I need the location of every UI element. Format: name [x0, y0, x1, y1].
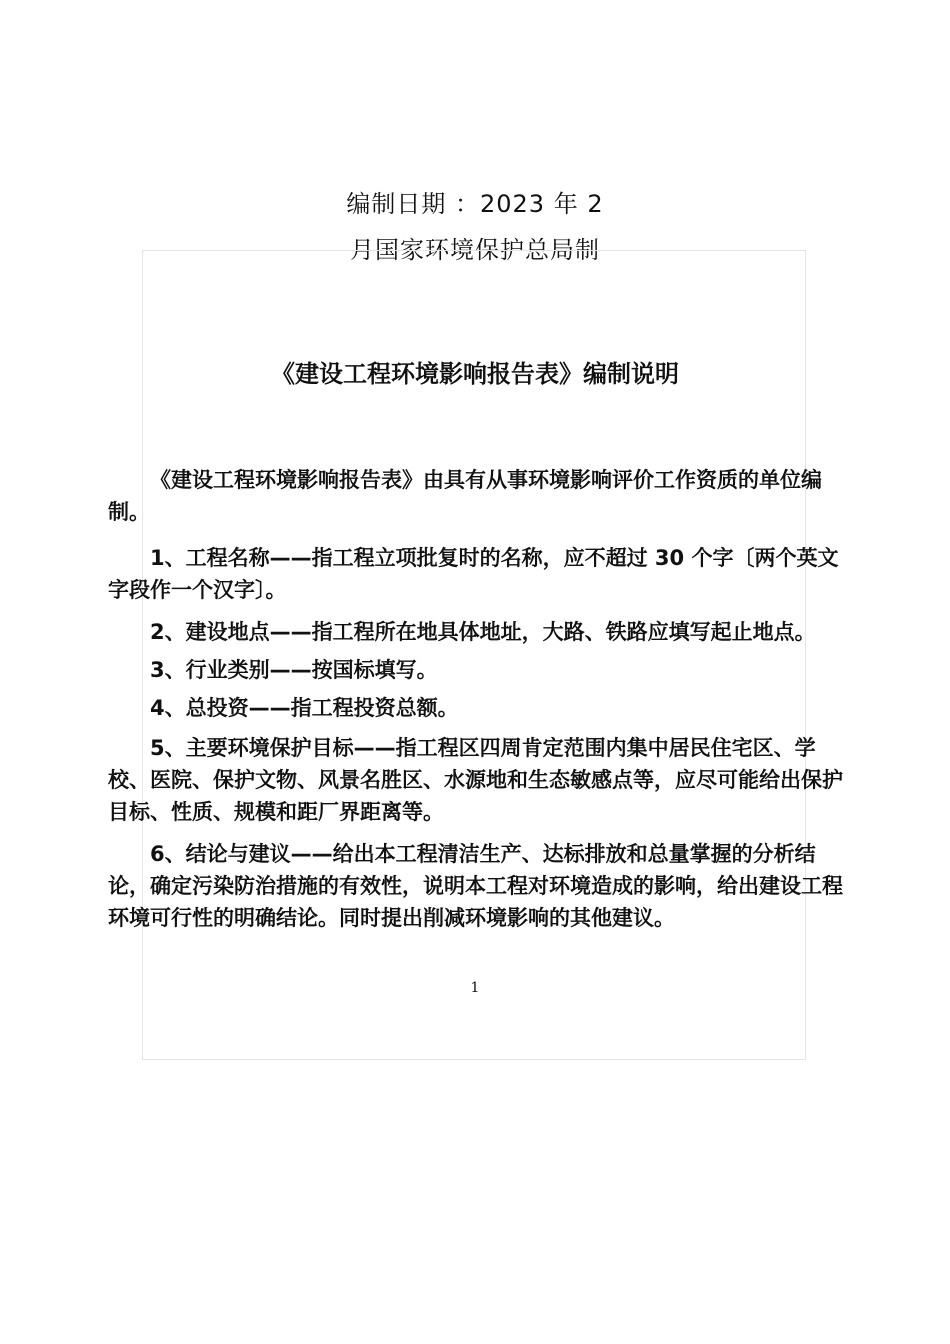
item-protection-targets: 5、主要环境保护目标——指工程区四周肯定范围内集中居民住宅区、学校、医院、保护文物、风景名胜区、水源地和生态敏感点等，应尽可能给出保护目标、性质、规模和距厂界距离等。	[108, 736, 843, 824]
issuer-line: 月国家环境保护总局制	[350, 236, 600, 264]
page-number: 1	[470, 980, 480, 996]
item-industry-category: 3、行业类别——按国标填写。	[150, 658, 438, 682]
document-title: 《建设工程环境影响报告表》编制说明	[271, 360, 679, 388]
intro-paragraph: 《建设工程环境影响报告表》由具有从事环境影响评价工作资质的单位编制。	[108, 468, 822, 524]
item-project-name: 1、工程名称——指工程立项批复时的名称，应不超过 30 个字〔两个英文字段作一个汉字〕。	[108, 546, 839, 602]
item-conclusions: 6、结论与建议——给出本工程清洁生产、达标排放和总量掌握的分析结论，确定污染防治措施的有效性，说明本工程对环境造成的影响，给出建设工程环境可行性的明确结论。同时提出削减环境影响的其他建议。	[108, 842, 843, 930]
item-total-investment: 4、总投资——指工程投资总额。	[150, 696, 459, 720]
compile-date-line: 编制日期 ：2023 年 2	[346, 190, 604, 218]
item-construction-site: 2、建设地点——指工程所在地具体地址，大路、铁路应填写起止地点。	[150, 620, 816, 644]
